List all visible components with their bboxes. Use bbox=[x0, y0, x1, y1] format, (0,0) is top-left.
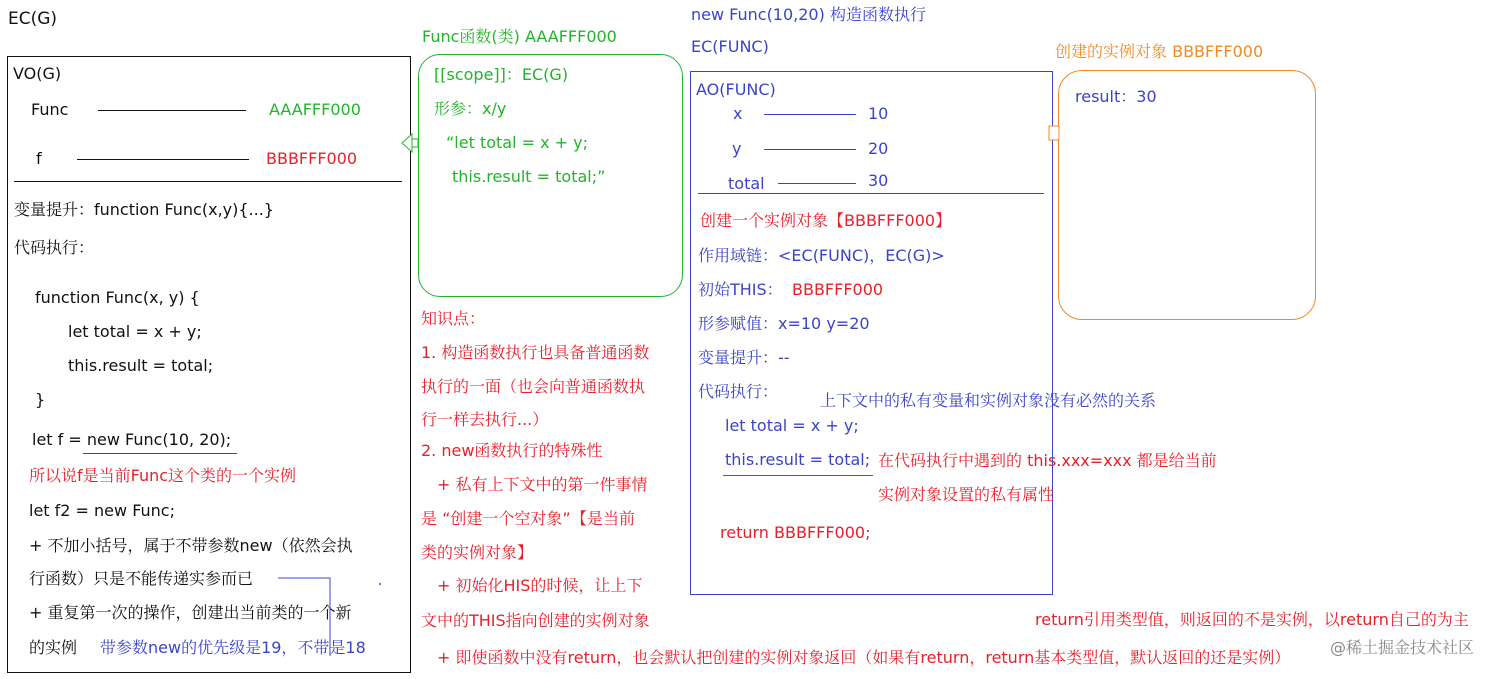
ec-func-param-assign: 形参赋值：x=10 y=20 bbox=[698, 314, 870, 333]
ecg-code-line: function Func(x, y) { bbox=[35, 288, 200, 307]
knowledge-line: + 私有上下文中的第一件事情 bbox=[437, 475, 648, 494]
ec-func-return-note: return引用类型值，则返回的不是实例，以return自己的为主 bbox=[1035, 610, 1469, 629]
ecg-note-repeat: + 重复第一次的操作，创建出当前类的一个新 bbox=[29, 603, 352, 622]
knowledge-heading: 知识点： bbox=[421, 309, 486, 328]
vog-label: VO(G) bbox=[13, 64, 62, 83]
ao-divider bbox=[698, 193, 1044, 194]
ecg-code-line: this.result = total; bbox=[68, 356, 214, 375]
ec-func-code-this-result: this.result = total; bbox=[725, 450, 871, 469]
instance-title: 创建的实例对象 BBBFFF000 bbox=[1055, 42, 1264, 61]
ec-func-scope-chain: 作用域链：<EC(FUNC)，EC(G)> bbox=[698, 246, 945, 265]
ec-func-init-this-label: 初始THIS： bbox=[698, 280, 783, 299]
ao-var-value: 20 bbox=[868, 139, 889, 158]
vog-func-name: Func bbox=[31, 100, 69, 119]
ecg-note-instance: 所以说f是当前Func这个类的一个实例 bbox=[29, 466, 297, 485]
vog-f-name: f bbox=[36, 149, 42, 168]
ao-var-pointer bbox=[778, 183, 856, 184]
ec-func-hoist: 变量提升：-- bbox=[698, 348, 790, 367]
vog-func-addr: AAAFFF000 bbox=[269, 100, 361, 119]
ec-func-exec: 代码执行： bbox=[698, 382, 779, 401]
vog-f-pointer bbox=[77, 159, 249, 160]
ecg-note-no-paren: 行函数）只是不能传递实参而已 bbox=[29, 569, 254, 588]
instance-box bbox=[1058, 70, 1316, 320]
func-heap-body: this.result = total;” bbox=[452, 167, 606, 186]
ec-func-this-note: 实例对象设置的私有属性 bbox=[878, 485, 1055, 504]
knowledge-line: 2. new函数执行的特殊性 bbox=[421, 441, 603, 460]
func-heap-params: 形参：x/y bbox=[434, 99, 507, 118]
ao-var-pointer bbox=[764, 114, 856, 115]
ec-func-top-title: new Func(10,20) 构造函数执行 bbox=[691, 5, 926, 24]
knowledge-line: 类的实例对象】 bbox=[421, 543, 534, 562]
ecg-code-line: } bbox=[35, 390, 46, 409]
priority-connector bbox=[270, 570, 390, 660]
knowledge-line: 行一样去执行...） bbox=[421, 410, 549, 429]
ecg-note-no-paren: + 不加小括号，属于不带参数new（依然会执 bbox=[29, 536, 353, 555]
knowledge-line: 文中的THIS指向创建的实例对象 bbox=[421, 611, 650, 630]
knowledge-bottom-note: + 即使函数中没有return，也会默认把创建的实例对象返回（如果有return，return基本类型值，默认返回的还是实例） bbox=[437, 648, 1291, 667]
ecg-exec: 代码执行： bbox=[14, 238, 95, 257]
ao-var-value: 10 bbox=[868, 104, 889, 123]
instance-pointer-arrowhead bbox=[1046, 124, 1062, 142]
ec-func-code: let total = x + y; bbox=[725, 416, 859, 435]
new-f-underline bbox=[83, 453, 237, 454]
func-heap-title: Func函数(类) AAAFFF000 bbox=[422, 27, 617, 46]
ao-var-value: 30 bbox=[868, 171, 889, 190]
ec-func-private-note: 上下文中的私有变量和实例对象没有必然的关系 bbox=[820, 391, 1157, 410]
ecg-code-line: let total = x + y; bbox=[68, 322, 202, 341]
ec-func-return: return BBBFFF000; bbox=[720, 523, 871, 542]
knowledge-line: 执行的一面（也会向普通函数执 bbox=[421, 377, 646, 396]
ec-func-create-obj: 创建一个实例对象【BBBFFF000】 bbox=[700, 211, 952, 230]
ecg-title: EC(G) bbox=[8, 9, 58, 29]
func-pointer-arrowhead bbox=[400, 131, 420, 155]
knowledge-line: 1. 构造函数执行也具备普通函数 bbox=[421, 343, 650, 362]
knowledge-line: + 初始化HIS的时候，让上下 bbox=[437, 576, 643, 595]
vog-divider bbox=[14, 181, 402, 182]
ec-func-init-this-value: BBBFFF000 bbox=[792, 280, 884, 299]
ecg-hoist: 变量提升：function Func(x,y){...} bbox=[14, 200, 274, 219]
ao-var-name: total bbox=[728, 174, 765, 193]
func-heap-body: “let total = x + y; bbox=[446, 133, 589, 152]
ecg-note-priority: 带参数new的优先级是19，不带是18 bbox=[100, 638, 366, 657]
ecg-code-line-new-f: let f = new Func(10, 20); bbox=[32, 430, 232, 449]
func-heap-scope: [[scope]]：EC(G) bbox=[434, 65, 569, 84]
ecg-f2-line: let f2 = new Func; bbox=[29, 501, 175, 520]
ec-func-title: EC(FUNC) bbox=[691, 37, 769, 56]
this-result-underline bbox=[723, 475, 873, 476]
vog-f-addr: BBBFFF000 bbox=[266, 149, 358, 168]
ao-var-name: x bbox=[733, 104, 743, 123]
watermark: @稀土掘金技术社区 bbox=[1330, 638, 1475, 657]
ec-func-this-note: 在代码执行中遇到的 this.xxx=xxx 都是给当前 bbox=[878, 451, 1217, 470]
instance-result: result：30 bbox=[1075, 87, 1157, 106]
knowledge-line: 是 “创建一个空对象” bbox=[421, 509, 571, 528]
vog-func-pointer bbox=[98, 110, 246, 111]
ao-label: AO(FUNC) bbox=[696, 80, 776, 99]
ecg-note-repeat: 的实例 bbox=[29, 638, 78, 657]
ao-var-name: y bbox=[732, 139, 742, 158]
ao-var-pointer bbox=[764, 149, 856, 150]
knowledge-line: 【是当前 bbox=[571, 509, 636, 528]
